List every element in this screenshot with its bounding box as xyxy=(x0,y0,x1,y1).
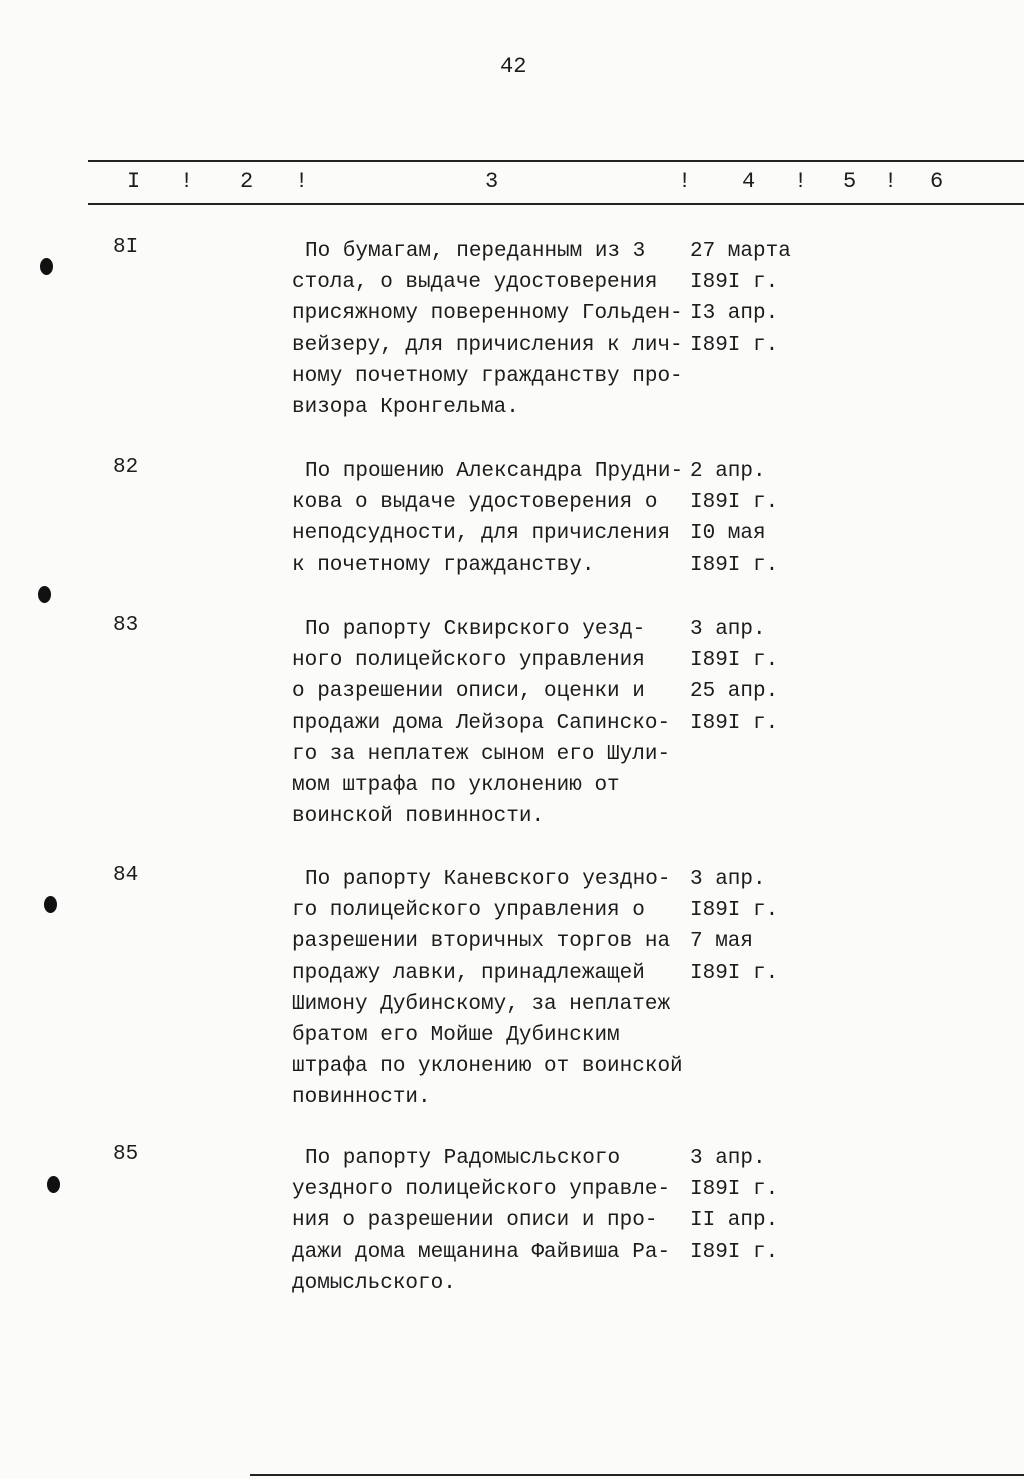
column-header-3: 3 xyxy=(485,169,499,194)
description-line: По прошению Александра Прудни- xyxy=(305,460,684,483)
date-line: I89I г. xyxy=(690,333,779,357)
description-line: неподсудности, для причисления xyxy=(292,522,671,546)
column-separator: ! xyxy=(180,169,194,194)
entry-dates xyxy=(690,1143,778,1268)
entry-description xyxy=(292,236,683,423)
description-line: присяжному поверенному Гольден- xyxy=(292,302,683,326)
date-line: I89I г. xyxy=(690,553,779,577)
description-line: вейзеру, для причисления к лич- xyxy=(292,333,683,357)
description-line: разрешении вторичных торгов на xyxy=(292,930,671,954)
entry-dates xyxy=(690,456,778,581)
table-header-rule xyxy=(88,203,1024,205)
page-bottom-rule xyxy=(250,1474,1024,1476)
description-line: ного полицейского управления xyxy=(292,649,645,673)
punch-hole-mark xyxy=(40,258,53,275)
punch-hole-mark xyxy=(44,896,57,913)
date-line: I0 мая xyxy=(690,522,766,546)
entry-number: 83 xyxy=(113,614,139,637)
column-header-1: I xyxy=(127,169,141,194)
column-header-4: 4 xyxy=(742,169,756,194)
description-line: дажи дома мещанина Файвиша Ра- xyxy=(292,1240,671,1264)
description-line: визора Кронгельма. xyxy=(292,396,519,420)
description-line: уездного полицейского управле- xyxy=(292,1178,671,1202)
entry-dates xyxy=(690,614,778,739)
date-line: I89I г. xyxy=(690,899,779,923)
column-separator: ! xyxy=(794,169,808,194)
column-header-2: 2 xyxy=(240,169,254,194)
date-line: II апр. xyxy=(690,1209,779,1233)
date-line: 3 апр. xyxy=(690,618,766,641)
punch-hole-mark xyxy=(38,586,51,603)
date-line: 2 апр. xyxy=(690,460,766,483)
page-number: 42 xyxy=(500,54,527,79)
description-line: домысльского. xyxy=(292,1271,456,1295)
description-line: кова о выдаче удостоверения о xyxy=(292,491,658,515)
description-line: По рапорту Сквирского уезд- xyxy=(305,618,646,641)
column-header-6: 6 xyxy=(930,169,944,194)
description-line: го полицейского управления о xyxy=(292,899,645,923)
description-line: ному почетному гражданству про- xyxy=(292,364,683,388)
entry-description xyxy=(292,1143,670,1299)
description-line: штрафа по уклонению от воинской xyxy=(292,1055,683,1079)
entry-description xyxy=(292,614,670,832)
column-separator: ! xyxy=(295,169,309,194)
description-line: к почетному гражданству. xyxy=(292,553,595,577)
column-header-5: 5 xyxy=(843,169,857,194)
description-line: братом его Мойше Дубинским xyxy=(292,1024,620,1048)
description-line: воинской повинности. xyxy=(292,805,545,829)
column-separator: ! xyxy=(884,169,898,194)
description-line: продажи дома Лейзора Сапинско- xyxy=(292,711,671,735)
date-line: I89I г. xyxy=(690,491,779,515)
table-top-rule xyxy=(88,160,1024,162)
entry-number: 82 xyxy=(113,456,139,479)
description-line: мом штрафа по уклонению от xyxy=(292,774,620,798)
column-separator: ! xyxy=(678,169,692,194)
entry-number: 84 xyxy=(113,864,139,887)
date-line: 25 апр. xyxy=(690,680,779,704)
description-line: По рапорту Каневского уездно- xyxy=(305,868,671,891)
date-line: I89I г. xyxy=(690,961,779,985)
date-line: I89I г. xyxy=(690,1178,779,1202)
entry-number: 85 xyxy=(113,1143,139,1166)
date-line: 3 апр. xyxy=(690,868,766,891)
description-line: повинности. xyxy=(292,1086,431,1110)
punch-hole-mark xyxy=(47,1176,60,1193)
date-line: 3 апр. xyxy=(690,1147,766,1170)
description-line: Шимону Дубинскому, за неплатеж xyxy=(292,992,671,1016)
entry-description xyxy=(292,456,683,581)
description-line: стола, о выдаче удостоверения xyxy=(292,271,658,295)
date-line: I89I г. xyxy=(690,649,779,673)
date-line: I3 апр. xyxy=(690,302,779,326)
date-line: 27 марта xyxy=(690,240,791,263)
date-line: I89I г. xyxy=(690,271,779,295)
description-line: ния о разрешении описи и про- xyxy=(292,1209,658,1233)
date-line: 7 мая xyxy=(690,930,754,954)
entry-dates xyxy=(690,236,791,361)
description-line: По бумагам, переданным из 3 xyxy=(305,240,646,263)
description-line: го за неплатеж сыном его Шули- xyxy=(292,742,671,766)
entry-dates xyxy=(690,864,778,989)
description-line: о разрешении описи, оценки и xyxy=(292,680,645,704)
description-line: По рапорту Радомысльского xyxy=(305,1147,621,1170)
description-line: продажу лавки, принадлежащей xyxy=(292,961,645,985)
entry-description xyxy=(292,864,683,1114)
entry-number: 8I xyxy=(113,236,139,259)
date-line: I89I г. xyxy=(690,711,779,735)
date-line: I89I г. xyxy=(690,1240,779,1264)
